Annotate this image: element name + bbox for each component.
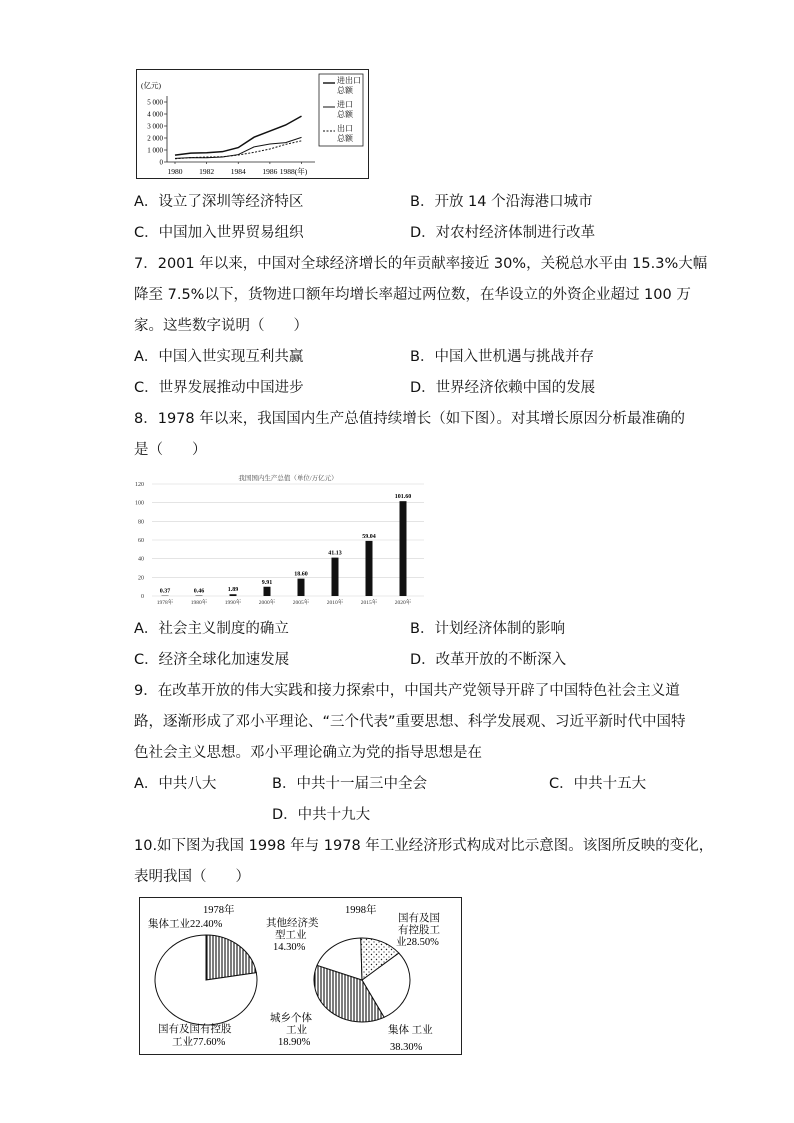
q8-stem-line: 是（ ） xyxy=(134,442,207,458)
series-line-total xyxy=(175,116,302,155)
x-tick-label: 2015年 xyxy=(360,600,378,606)
q9-stem-line: 9．在改革开放的伟大实践和接力探索中，中国共产党领导开辟了中国特色社会主义道 xyxy=(134,683,680,699)
pie-1998-label-collective: 38.30% xyxy=(390,1042,423,1053)
y-tick-label: 3 000 xyxy=(147,122,163,131)
bar xyxy=(264,587,271,596)
legend-label: 出口 xyxy=(337,124,353,133)
legend-label: 总额 xyxy=(337,134,353,143)
trade-line-chart-svg xyxy=(137,70,368,178)
q6-option-c[interactable]: C．中国加入世界贸易组织 xyxy=(134,225,304,241)
q7-option-d[interactable]: D．世界经济依赖中国的发展 xyxy=(410,380,596,396)
x-tick-label: 1982 xyxy=(199,167,215,176)
q9-option-c[interactable]: C．中共十五大 xyxy=(549,776,647,792)
y-tick-label: 1 000 xyxy=(147,146,163,155)
x-tick-label: 1980 xyxy=(167,167,183,176)
x-tick-label: 1984 xyxy=(230,167,246,176)
q8-option-a[interactable]: A．社会主义制度的确立 xyxy=(134,621,289,637)
y-tick-label: 0 xyxy=(159,158,163,167)
q6-option-d[interactable]: D．对农村经济体制进行改革 xyxy=(410,225,596,241)
y-tick-label: 120 xyxy=(135,482,144,488)
q9-option-d[interactable]: D．中共十九大 xyxy=(272,807,371,823)
industry-pie-charts-svg xyxy=(140,898,461,1054)
bar-value-label: 9.91 xyxy=(261,579,273,586)
bar xyxy=(400,501,407,596)
bar-value-label: 18.60 xyxy=(294,571,308,578)
bar-value-label: 101.60 xyxy=(394,494,412,501)
bar xyxy=(230,594,237,596)
y-tick-label: 40 xyxy=(138,556,144,563)
pie-1978-label-state: 工业77.60% xyxy=(172,1037,226,1048)
pie-1998-label-state: 业28.50% xyxy=(396,937,439,948)
q6-option-b[interactable]: B．开放 14 个沿海港口城市 xyxy=(410,194,593,210)
legend-label: 进口 xyxy=(337,100,353,109)
bar-value-label: 59.04 xyxy=(362,533,376,540)
y-tick-label: 2 000 xyxy=(147,134,163,143)
bar-value-label: 0.37 xyxy=(159,588,171,595)
q9-stem-line: 路，逐渐形成了邓小平理论、“三个代表”重要思想、科学发展观、习近平新时代中国特 xyxy=(134,714,686,730)
y-unit-label: (亿元) xyxy=(141,81,161,90)
x-tick-label: 2010年 xyxy=(326,600,344,606)
pie-1998-label-individual: 18.90% xyxy=(278,1037,311,1048)
q8-option-b[interactable]: B．计划经济体制的影响 xyxy=(410,621,565,637)
bar xyxy=(332,558,339,596)
q7-stem-line: 降至 7.5%以下，货物进口额年均增长率超过两位数，在华设立的外资企业超过 100 万 xyxy=(134,287,691,303)
pie-1998-label-state: 有控股工 xyxy=(398,925,440,936)
q8-option-c[interactable]: C．经济全球化加速发展 xyxy=(134,652,290,668)
q10-stem-line: 10.如下图为我国 1998 年与 1978 年工业经济形式构成对比示意图。该图所反映的变化， xyxy=(134,838,714,854)
bar-value-label: 0.46 xyxy=(193,588,205,595)
q7-stem-line: 7．2001 年以来，中国对全球经济增长的年贡献率接近 30%，关税总水平由 15.3%大幅 xyxy=(134,256,708,272)
x-tick-label: 2005年 xyxy=(292,600,310,606)
q6-option-a[interactable]: A．设立了深圳等经济特区 xyxy=(134,194,304,210)
x-tick-label: 1986 xyxy=(262,167,278,176)
x-tick-label: 1980年 xyxy=(190,600,208,606)
industry-pie-charts xyxy=(139,897,462,1055)
series-line-export xyxy=(175,141,302,159)
legend-label: 进出口 xyxy=(337,76,361,85)
y-tick-label: 60 xyxy=(138,538,144,544)
pie-1978-label-state: 国有及国有控股 xyxy=(158,1024,232,1035)
pie-1998-label-other: 型工业 xyxy=(275,930,307,941)
trade-line-chart xyxy=(136,69,369,179)
pie-1978 xyxy=(155,935,257,1025)
pie-1978-label-collective: 集体工业22.40% xyxy=(148,919,223,930)
legend-label: 总额 xyxy=(337,86,353,95)
pie-1978-title: 1978年 xyxy=(203,905,235,916)
pie-1998-label-individual: 城乡个体 xyxy=(270,1013,312,1024)
bar-value-label: 1.89 xyxy=(227,587,239,594)
bar xyxy=(298,579,305,596)
pie-1998-title: 1998年 xyxy=(345,905,377,916)
y-tick-label: 20 xyxy=(138,575,144,582)
x-tick-label: 2000年 xyxy=(258,600,276,606)
q9-option-b[interactable]: B．中共十一届三中全会 xyxy=(272,776,427,792)
q7-option-b[interactable]: B．中国入世机遇与挑战并存 xyxy=(410,349,594,365)
x-tick-label: 1990年 xyxy=(224,600,242,606)
pie-1998-label-state: 国有及国 xyxy=(398,913,440,924)
bar-value-label: 41.13 xyxy=(328,550,342,557)
q8-option-d[interactable]: D．改革开放的不断深入 xyxy=(410,652,567,668)
q7-option-a[interactable]: A．中国入世实现互利共赢 xyxy=(134,349,304,365)
q7-option-c[interactable]: C．世界发展推动中国进步 xyxy=(134,380,304,396)
y-tick-label: 0 xyxy=(141,594,144,600)
pie-1998-label-collective: 集体 工业 xyxy=(388,1025,433,1036)
q9-option-a[interactable]: A．中共八大 xyxy=(134,776,217,792)
q8-stem-line: 8．1978 年以来，我国国内生产总值持续增长（如下图）。对其增长原因分析最准确的 xyxy=(134,411,685,427)
q7-stem-line: 家。这些数字说明（ ） xyxy=(134,318,308,334)
y-tick-label: 80 xyxy=(138,519,144,526)
x-tick-label: 1988(年) xyxy=(279,167,308,176)
y-tick-label: 100 xyxy=(135,500,144,507)
pie-1998-label-other: 14.30% xyxy=(273,942,306,953)
q9-stem-line: 色社会主义思想。邓小平理论确立为党的指导思想是在 xyxy=(134,745,482,761)
x-tick-label: 1978年 xyxy=(156,600,174,606)
y-tick-label: 4 000 xyxy=(147,110,163,119)
gdp-bar-chart-svg xyxy=(128,466,428,610)
pie-1998-label-other: 其他经济类 xyxy=(266,918,319,929)
pie-1998 xyxy=(314,938,410,1022)
x-tick-label: 2020年 xyxy=(394,600,412,606)
pie-1998-label-individual: 工业 xyxy=(286,1025,307,1036)
q10-stem-line: 表明我国（ ） xyxy=(134,869,250,885)
bar xyxy=(366,541,373,596)
bar-chart-title: 我国国内生产总值（单位/万亿元） xyxy=(238,475,338,482)
pie-slice-collective xyxy=(206,935,256,980)
gdp-bar-chart xyxy=(128,466,428,610)
legend-label: 总额 xyxy=(337,110,353,119)
y-tick-label: 5 000 xyxy=(147,98,163,107)
